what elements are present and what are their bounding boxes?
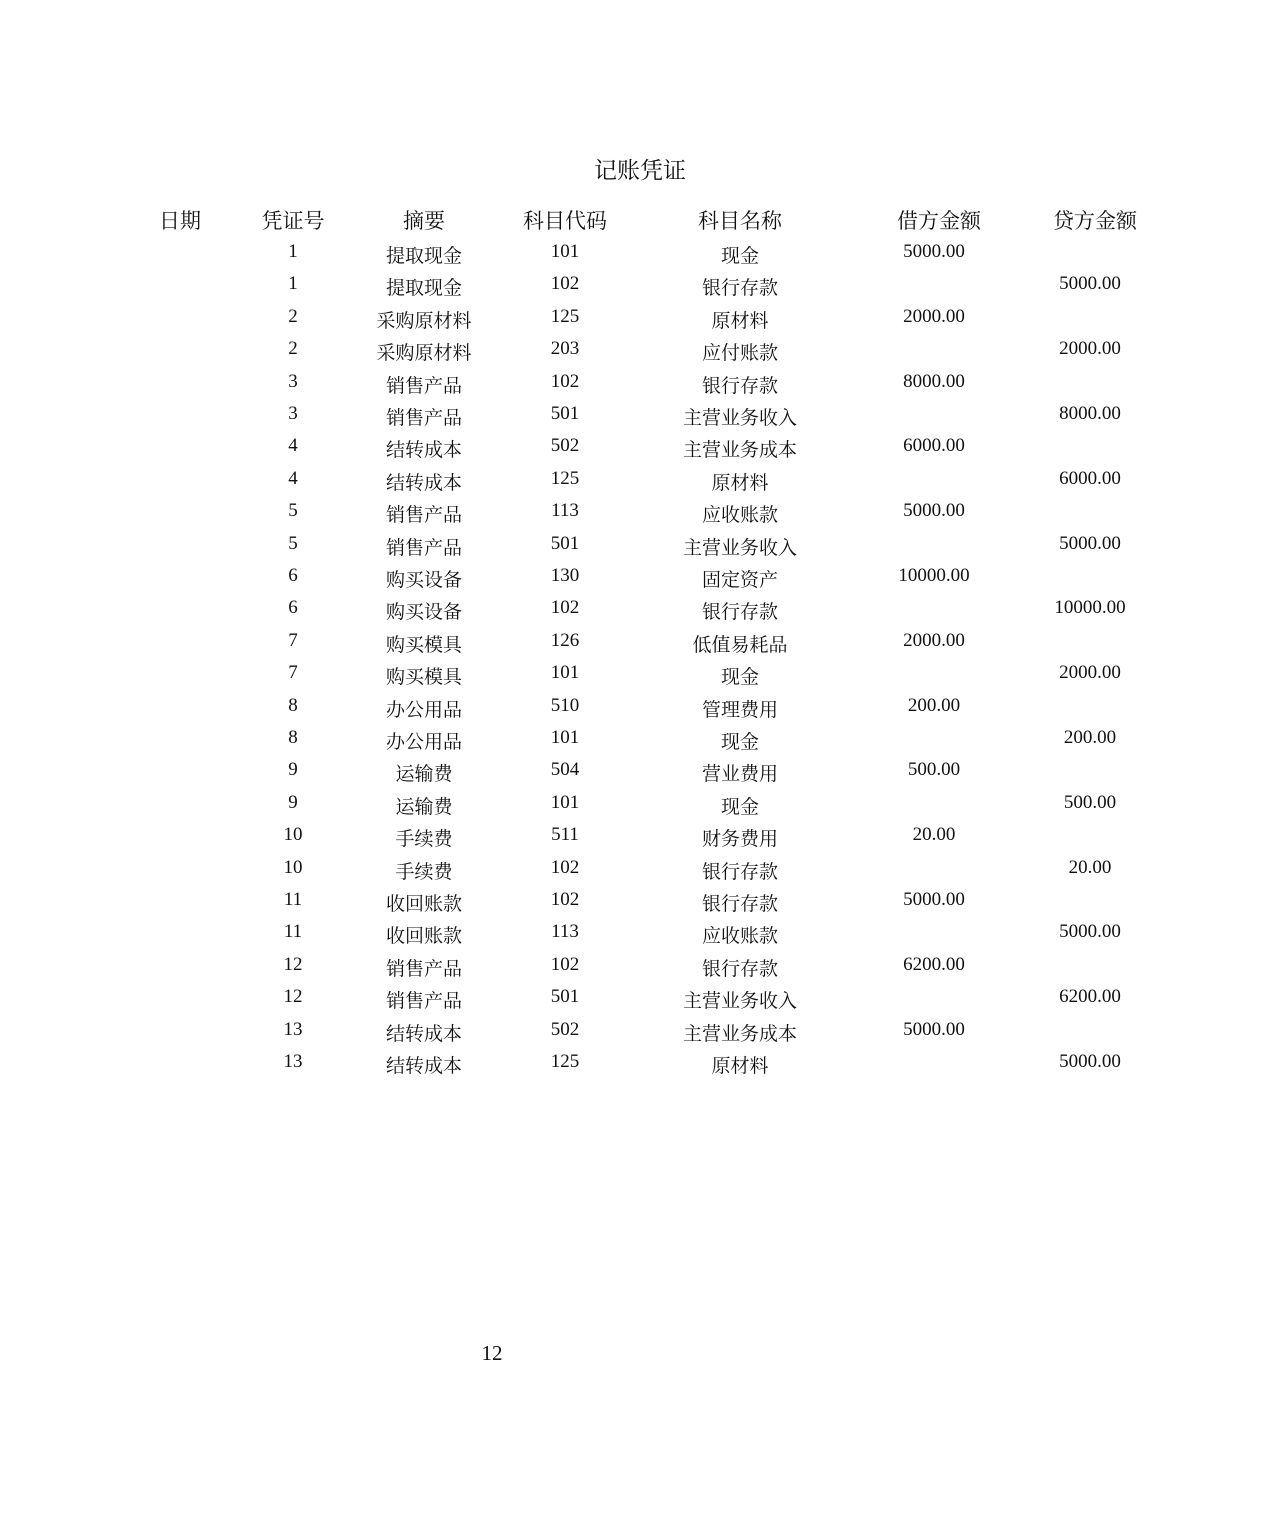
- cell-voucher-no: 1: [288, 273, 298, 295]
- cell-account-code: 113: [551, 500, 579, 522]
- cell-account-name: 原材料: [711, 310, 769, 332]
- cell-summary: 收回账款: [385, 894, 463, 915]
- cell-account-name: 银行存款: [701, 861, 779, 883]
- cell-account-name: 现金: [720, 796, 760, 818]
- cell-credit: 2000.00: [1059, 662, 1121, 684]
- cell-voucher-no: 4: [288, 467, 298, 489]
- table-row: [0, 468, 1280, 500]
- cell-voucher-no: 1: [288, 241, 298, 262]
- cell-debit: 6200.00: [903, 953, 965, 975]
- cell-voucher-no: 7: [288, 629, 298, 651]
- cell-credit: 6200.00: [1059, 986, 1121, 1008]
- cell-debit: 200.00: [907, 694, 961, 716]
- table-row: [0, 921, 1280, 953]
- cell-account-code: 501: [550, 532, 580, 554]
- table-row: [0, 759, 1280, 791]
- cell-summary: 采购原材料: [376, 343, 472, 365]
- cell-summary: 运输费: [395, 796, 453, 818]
- cell-summary: 销售产品: [385, 958, 463, 980]
- cell-account-name: 银行存款: [701, 602, 779, 624]
- table-row: [0, 371, 1280, 403]
- header-credit: 贷方金额: [1053, 209, 1137, 233]
- cell-account-name: 营业费用: [701, 764, 779, 786]
- table-row: [0, 1051, 1280, 1083]
- cell-account-name: 原材料: [711, 472, 769, 494]
- cell-account-code: 510: [550, 694, 580, 716]
- cell-summary: 提取现金: [385, 278, 463, 300]
- cell-credit: 5000.00: [1059, 532, 1121, 554]
- table-row: [0, 630, 1280, 662]
- cell-debit: 500.00: [907, 759, 961, 781]
- cell-summary: 办公用品: [385, 732, 463, 753]
- cell-account-code: 502: [550, 435, 580, 457]
- cell-debit: 2000.00: [903, 305, 965, 327]
- cell-debit: 5000.00: [903, 500, 965, 522]
- cell-credit: 10000.00: [1054, 597, 1126, 619]
- cell-debit: 8000.00: [903, 370, 965, 392]
- cell-voucher-no: 5: [288, 500, 298, 522]
- cell-summary: 销售产品: [385, 408, 463, 429]
- cell-summary: 销售产品: [385, 505, 463, 527]
- cell-account-name: 应收账款: [701, 926, 779, 948]
- header-voucher-no: 凭证号: [261, 209, 325, 233]
- cell-voucher-no: 5: [288, 532, 298, 554]
- cell-account-name: 现金: [720, 667, 760, 689]
- cell-credit: 5000.00: [1059, 1051, 1121, 1072]
- cell-voucher-no: 8: [288, 694, 298, 716]
- cell-credit: 500.00: [1063, 791, 1117, 813]
- cell-summary: 采购原材料: [376, 310, 472, 332]
- cell-credit: 200.00: [1063, 727, 1117, 748]
- table-row: [0, 306, 1280, 338]
- header-account-name: 科目名称: [698, 209, 782, 233]
- table-row: [0, 889, 1280, 921]
- cell-voucher-no: 9: [288, 759, 298, 781]
- cell-account-name: 银行存款: [701, 894, 779, 915]
- table-header: [0, 205, 1280, 237]
- cell-summary: 销售产品: [385, 537, 463, 559]
- cell-summary: 运输费: [395, 764, 453, 786]
- cell-summary: 结转成本: [385, 1056, 463, 1077]
- table-row: [0, 338, 1280, 370]
- cell-account-name: 原材料: [711, 1056, 769, 1077]
- cell-account-name: 银行存款: [701, 375, 779, 397]
- header-account-code: 科目代码: [523, 209, 607, 233]
- cell-summary: 手续费: [395, 829, 453, 851]
- table-row: [0, 727, 1280, 759]
- document-title: 记账凭证: [594, 158, 686, 183]
- cell-voucher-no: 10: [283, 856, 303, 878]
- cell-summary: 结转成本: [385, 472, 463, 494]
- table-row: [0, 954, 1280, 986]
- cell-account-code: 102: [550, 597, 580, 619]
- cell-account-name: 主营业务收入: [682, 991, 798, 1013]
- cell-voucher-no: 12: [283, 986, 303, 1008]
- cell-summary: 办公用品: [385, 699, 463, 721]
- cell-account-name: 现金: [720, 732, 760, 753]
- cell-account-code: 126: [550, 629, 580, 651]
- cell-account-name: 主营业务收入: [682, 537, 798, 559]
- cell-account-code: 203: [550, 338, 580, 360]
- cell-account-code: 502: [550, 1018, 580, 1040]
- cell-debit: 5000.00: [903, 1018, 965, 1040]
- cell-voucher-no: 8: [288, 727, 298, 748]
- cell-account-name: 银行存款: [701, 958, 779, 980]
- cell-credit: 5000.00: [1059, 921, 1121, 943]
- cell-credit: 6000.00: [1059, 467, 1121, 489]
- cell-account-code: 130: [550, 565, 580, 586]
- table-row: [0, 565, 1280, 597]
- cell-account-code: 504: [550, 759, 580, 781]
- table-row: [0, 662, 1280, 694]
- cell-debit: 5000.00: [903, 889, 965, 910]
- table-row: [0, 1019, 1280, 1051]
- table-row: [0, 403, 1280, 435]
- cell-account-code: 102: [550, 953, 580, 975]
- cell-account-name: 低值易耗品: [692, 634, 788, 656]
- table-row: [0, 824, 1280, 856]
- cell-account-name: 固定资产: [701, 570, 779, 591]
- cell-account-name: 主营业务成本: [682, 1023, 798, 1045]
- cell-voucher-no: 11: [283, 921, 303, 943]
- cell-voucher-no: 6: [288, 597, 298, 619]
- cell-voucher-no: 2: [288, 305, 298, 327]
- cell-voucher-no: 11: [283, 889, 303, 910]
- cell-summary: 手续费: [395, 861, 453, 883]
- header-debit: 借方金额: [897, 209, 981, 233]
- cell-voucher-no: 13: [283, 1018, 303, 1040]
- cell-account-code: 101: [550, 241, 580, 262]
- table-row: [0, 273, 1280, 305]
- table-row: [0, 695, 1280, 727]
- cell-voucher-no: 12: [283, 953, 303, 975]
- table-row: [0, 986, 1280, 1018]
- table-row: [0, 241, 1280, 273]
- header-summary: 摘要: [403, 209, 445, 233]
- cell-account-code: 101: [550, 662, 580, 684]
- table-row: [0, 533, 1280, 565]
- cell-voucher-no: 9: [288, 791, 298, 813]
- cell-credit: 8000.00: [1059, 403, 1121, 424]
- cell-account-name: 银行存款: [701, 278, 779, 300]
- cell-debit: 10000.00: [898, 565, 970, 586]
- cell-voucher-no: 6: [288, 565, 298, 586]
- cell-voucher-no: 7: [288, 662, 298, 684]
- cell-account-code: 102: [550, 370, 580, 392]
- cell-account-name: 主营业务成本: [682, 440, 798, 462]
- cell-voucher-no: 3: [288, 403, 298, 424]
- page-number: 12: [481, 1341, 503, 1365]
- table-row: [0, 857, 1280, 889]
- cell-debit: 6000.00: [903, 435, 965, 457]
- table-row: [0, 792, 1280, 824]
- cell-summary: 购买模具: [385, 667, 463, 689]
- cell-account-name: 应收账款: [701, 505, 779, 527]
- table-row: [0, 500, 1280, 532]
- cell-debit: 5000.00: [903, 241, 965, 262]
- cell-summary: 结转成本: [385, 1023, 463, 1045]
- cell-account-code: 125: [550, 1051, 580, 1072]
- cell-summary: 购买设备: [385, 570, 463, 591]
- cell-summary: 销售产品: [385, 991, 463, 1013]
- cell-voucher-no: 4: [288, 435, 298, 457]
- cell-credit: 5000.00: [1059, 273, 1121, 295]
- cell-debit: 20.00: [912, 824, 956, 846]
- cell-debit: 2000.00: [903, 629, 965, 651]
- cell-credit: 2000.00: [1059, 338, 1121, 360]
- table-row: [0, 435, 1280, 467]
- cell-summary: 收回账款: [385, 926, 463, 948]
- cell-account-name: 现金: [720, 246, 760, 267]
- table-row: [0, 597, 1280, 629]
- cell-voucher-no: 3: [288, 370, 298, 392]
- cell-account-code: 113: [551, 921, 579, 943]
- cell-voucher-no: 10: [283, 824, 303, 846]
- cell-summary: 购买设备: [385, 602, 463, 624]
- cell-account-name: 管理费用: [701, 699, 779, 721]
- cell-account-code: 501: [550, 986, 580, 1008]
- cell-account-name: 应付账款: [701, 343, 779, 365]
- cell-account-code: 101: [550, 727, 580, 748]
- cell-summary: 提取现金: [385, 246, 463, 267]
- cell-credit: 20.00: [1068, 856, 1112, 878]
- cell-account-name: 主营业务收入: [682, 408, 798, 429]
- cell-summary: 结转成本: [385, 440, 463, 462]
- cell-voucher-no: 13: [283, 1051, 303, 1072]
- cell-account-code: 511: [551, 824, 579, 846]
- header-date: 日期: [159, 209, 201, 233]
- cell-summary: 购买模具: [385, 634, 463, 656]
- cell-account-code: 125: [550, 305, 580, 327]
- cell-account-code: 101: [550, 791, 580, 813]
- cell-account-code: 501: [550, 403, 580, 424]
- cell-account-code: 102: [550, 273, 580, 295]
- cell-account-code: 102: [550, 856, 580, 878]
- cell-account-code: 102: [550, 889, 580, 910]
- cell-summary: 销售产品: [385, 375, 463, 397]
- cell-account-code: 125: [550, 467, 580, 489]
- cell-voucher-no: 2: [288, 338, 298, 360]
- cell-account-name: 财务费用: [701, 829, 779, 851]
